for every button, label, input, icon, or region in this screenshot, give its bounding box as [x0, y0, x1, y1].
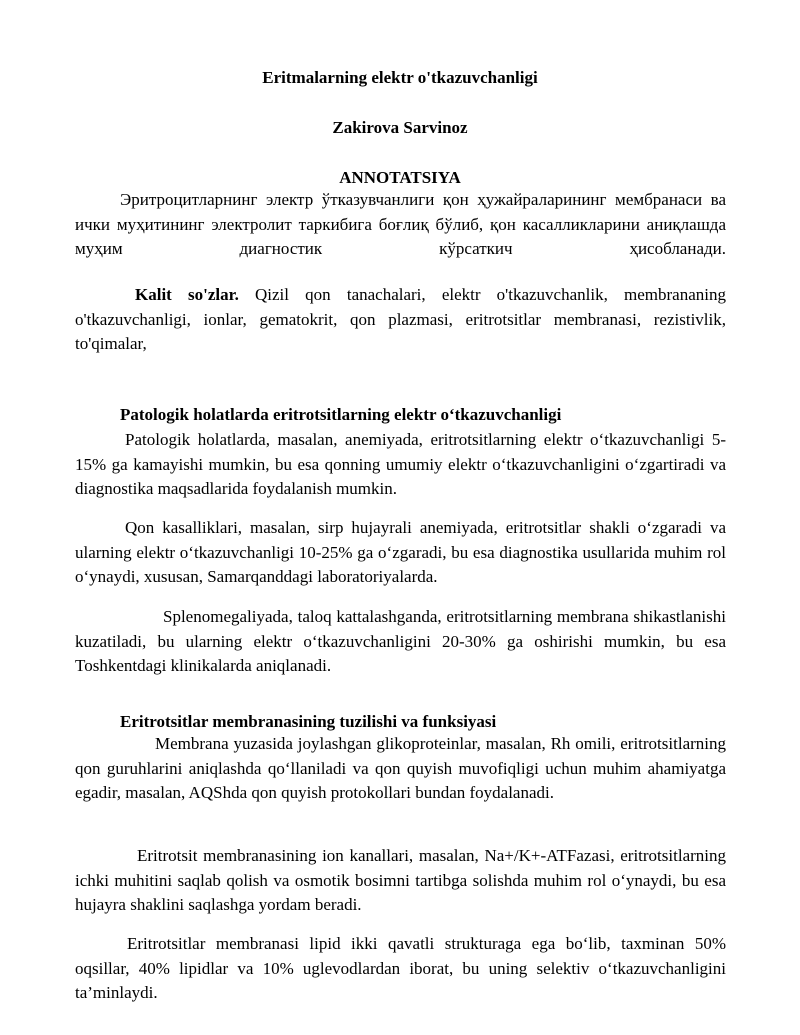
section1-heading: Patologik holatlarda eritrotsitlarning elektr o‘tkazuvchanligi	[120, 405, 562, 424]
keywords-paragraph	[75, 283, 726, 357]
document-title: Eritmalarning elektr o'tkazuvchanligi	[262, 68, 538, 87]
section2-heading: Eritrotsitlar membranasining tuzilishi va funksiyasi	[120, 712, 497, 731]
section2-paragraph-1: Membrana yuzasida joylashgan glikoproteinlar, masalan, Rh omili, eritrotsitlarning qon guruhlarini aniqlashda qo‘llaniladi va qon quyish muvofiqligi uchun muhim ahamiyatga egadir, masalan, AQShda qon quyish protokollari bundan foydalanadi.	[75, 734, 726, 802]
section2-paragraph-3: Eritrotsitlar membranasi lipid ikki qavatli strukturaga ega bo‘lib, taxminan 50% oqsillar, 40% lipidlar va 10% uglevodlardan iborat, bu uning selektiv o‘tkazuvchanligini ta’minlaydi.	[75, 934, 726, 1002]
annotation-text: Эритроцитларнинг электр ўтказувчанлиги қон ҳужайраларининг мембранаси ва ички муҳитининг электролит таркибига боғлиқ бўлиб, қон касалликларини аниқлашда муҳим диагностик кўрсаткич ҳисобланади.	[75, 190, 726, 258]
section1-paragraph-2: Qon kasalliklari, masalan, sirp hujayrali anemiyada, eritrotsitlar shakli o‘zgaradi va ularning elektr o‘tkazuvchanligi 10-25% ga o‘zgaradi, bu esa diagnostika usullarida muhim rol o‘ynaydi, xususan, Samarqanddagi laboratoriyalarda.	[75, 518, 726, 586]
section2-paragraph-2: Eritrotsit membranasining ion kanallari, masalan, Na+/K+-ATFazasi, eritrotsitlarning ichki muhitini saqlab qolish va osmotik bosimni tartibga solishda muhim rol o‘ynaydi, bu esa hujayra shaklini saqlashga yordam beradi.	[75, 846, 726, 914]
author-name: Zakirova Sarvinoz	[332, 118, 468, 137]
section1-paragraph-3: Splenomegaliyada, taloq kattalashganda, eritrotsitlarning membrana shikastlanishi kuzatiladi, bu ularning elektr o‘tkazuvchanligini 20-30% ga oshirishi mumkin, bu esa Toshkentdagi klinikalarda aniqlanadi.	[75, 607, 726, 675]
keywords-text: Qizil qon tanachalari, elektr o'tkazuvchanlik, membrananing o'tkazuvchanligi, ionlar, gematokrit, qon plazmasi, eritrotsitlar membranasi, rezistivlik, to'qimalar,	[75, 285, 726, 353]
annotation-heading: ANNOTATSIYA	[339, 168, 461, 187]
section1-paragraph-1: Patologik holatlarda, masalan, anemiyada, eritrotsitlarning elektr o‘tkazuvchanligi 5-15% ga kamayishi mumkin, bu esa qonning umumiy elektr o‘tkazuvchanligini o‘zgartiradi va diagnostika maqsadlarida foydalanish mumkin.	[75, 430, 726, 498]
keywords-label: Kalit so'zlar.	[135, 285, 239, 304]
